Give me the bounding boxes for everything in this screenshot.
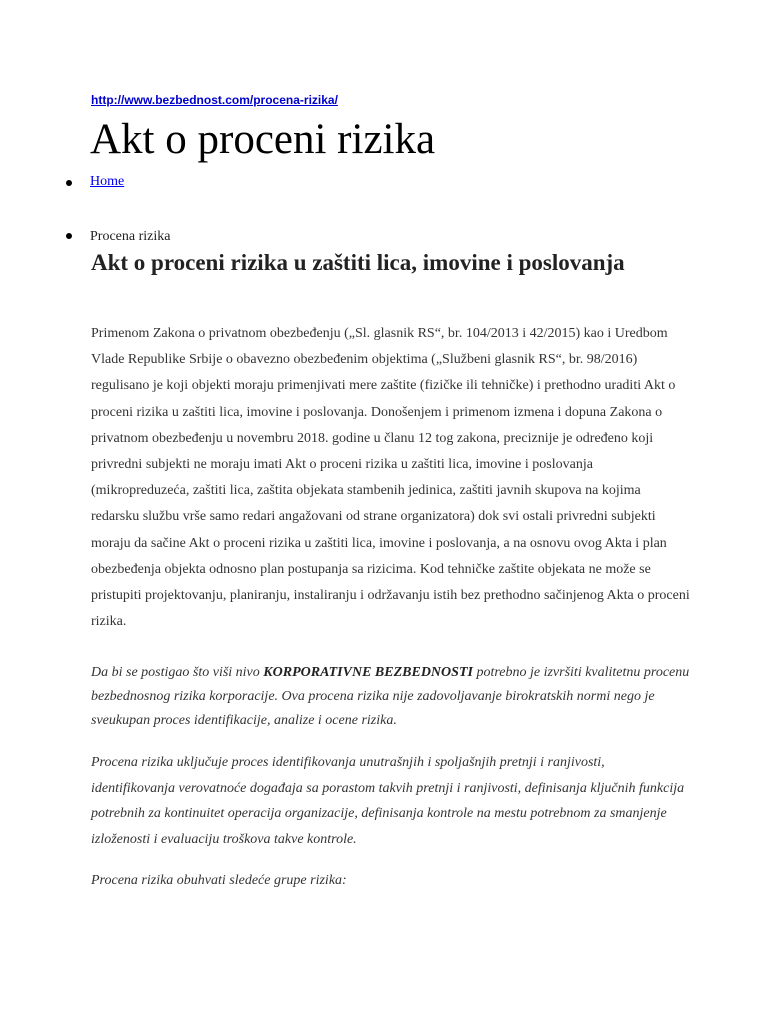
- article-paragraph-italic: [91, 661, 691, 733]
- source-url-link[interactable]: http://www.bezbednost.com/procena-rizika/: [91, 93, 338, 107]
- breadcrumb-home-link[interactable]: Home: [90, 174, 125, 189]
- paragraph-text: potrebno je izvršiti kvalitetnu procenu bezbednosnog rizika korporacije. Ova procena rizika nije zadovoljavanje birokratskih normi nego je sveukupan proces identifikacije, analize i ocene rizika.: [91, 665, 690, 728]
- article-title: Akt o proceni rizika u zaštiti lica, imovine i poslovanja: [91, 250, 625, 275]
- article-paragraph-italic: Procena rizika uključuje proces identifikovanja unutrašnjih i spoljašnjih pretnji i ranjivosti, identifikovanja verovatnoće događaja sa porastom takvih pretnji i ranjivosti, definisanja ključnih funkcija potrebnih za kontinuitet operacija organizacije, definisanja kontrole na mestu potrebnom za smanjenje izloženosti i evaluaciju troškova takve kontrole.: [91, 755, 685, 847]
- article-paragraph-italic: Procena rizika obuhvati sledeće grupe rizika:: [91, 873, 347, 888]
- page-title: Akt o proceni rizika: [90, 116, 436, 163]
- emphasis-text: KORPORATIVNE BEZBEDNOSTI: [263, 665, 473, 680]
- paragraph-text: Da bi se postigao što viši nivo: [91, 665, 264, 680]
- article-paragraph: Primenom Zakona o privatnom obezbeđenju („Sl. glasnik RS“, br. 104/2013 i 42/2015) kao i Uredbom Vlade Republike Srbije o obavezno obezbeđenim objektima („Službeni glasnik RS“, br. 98/2016) regulisano je koji objekti moraju primenjivati mere zaštite (fizičke ili tehničke) i prethodno uraditi Akt o proceni rizika u zaštiti lica, imovine i poslovanja. Donošenjem i primenom izmena i dopuna Zakona o privatnom obezbeđenju u novembru 2018. godine u članu 12 tog zakona, preciznije je određeno koji privredni subjekti ne moraju imati Akt o proceni rizika u zaštiti lica, imovine i poslovanja (mikropreduzeća, zaštiti lica, zaštita objekata stambenih jedinica, zaštiti javnih skupova na kojima redarsku službu vrše samo redari angažovani od strane organizatora) dok svi ostali privredni subjekti moraju da sačine Akt o proceni rizika u zaštiti lica, imovine i poslovanja, a na osnovu ovog Akta i plan obezbeđenja objekta odnosno plan postupanja sa rizicima. Kod tehničke zaštite objekata ne može se pristupiti projektovanju, planiranju, instaliranju i održavanju istih bez prethodno sačinjenog Akta o proceni rizika.: [91, 326, 690, 630]
- bullet-icon: [66, 233, 72, 239]
- breadcrumb-current: Procena rizika: [90, 229, 171, 244]
- bullet-icon: [66, 180, 72, 186]
